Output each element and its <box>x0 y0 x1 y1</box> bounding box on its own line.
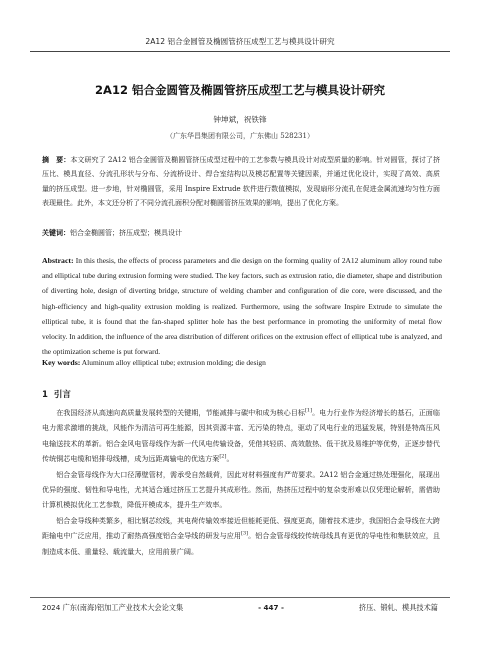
abstract-en-label: Abstract: <box>42 256 74 265</box>
citation-ref: [3] <box>241 530 249 537</box>
paper-title: 2A12 铝合金圆管及椭圆管挤压成型工艺与模具设计研究 <box>95 83 385 97</box>
paragraph-text: 铝合金导线种类繁多，相比钢芯绞线，其电荷传输效率接近但能耗更低、强度更高，随着技术进步，我国铝合金导线在大跨距输电中广泛应用，推动了耐热高强度铝合金导线的研发与应用 <box>42 515 440 541</box>
page-number: - 447 - <box>258 603 285 612</box>
section-heading <box>42 388 71 400</box>
paragraph-text: 在我国经济从高速向高质量发展转型的关键期，节能减排与碳中和成为核心目标 <box>56 408 305 417</box>
paragraph-text: 。电力行业作为经济增长的基石，正面临电力需求激增的挑战，风能作为清洁可再生能源，因其资源丰富、无污染的特点，驱动了风电行业的迅猛发展，特别是特高压风电输送技术的革新。铝合金风电管母线作为新一代风电传输设备，凭借其轻质、高效散热、低干扰及易维护等优势，正逐步替代传统铜芯电缆和铝排母线槽，成为远距离输电的优选方案 <box>42 408 441 464</box>
keywords-en-text: Aluminum alloy elliptical tube; extrusion molding; die design <box>81 358 266 367</box>
keywords-en-label: Key words: <box>42 358 81 367</box>
page-footer <box>42 603 438 613</box>
abstract-en-text: In this thesis, the effects of process parameters and die design on the forming quality of 2A12 aluminum alloy round tube and elliptical tube during extrusion forming were studied. The key factors, such as extrusion ratio, die diameter, shape and distribution of diverting hole, design of diverting bridge, structure of welding chamber and configuration of die core, were discussed, and the high-efficiency and high-quality extrusion molding is realized. Furthermore, using the software Inspire Extrude to simulate the elliptical tube, it is found that the fan-shaped splitter hole has the best performance in promoting the uniformity of metal flow velocity. In addition, the influence of the area distribution of different orifices on the extrusion effect of elliptical tube is analyzed, and the optimization scheme is put forward. <box>42 256 443 357</box>
citation-ref: [2] <box>219 453 227 460</box>
paragraph <box>42 513 440 559</box>
abstract-cn <box>42 153 440 210</box>
paragraph <box>42 467 440 513</box>
keywords-cn-text: 铝合金椭圆管；挤压成型；模具设计 <box>70 229 182 237</box>
paragraph-text: 。 <box>226 454 234 464</box>
abstract-en <box>42 253 442 359</box>
running-head: 2A12 铝合金圆管及椭圆管挤压成型工艺与模具设计研究 <box>145 37 335 46</box>
body-text <box>42 405 440 559</box>
keywords-cn-label: 关键词： <box>42 229 70 237</box>
paragraph-text: 。铝合金管母线较传统母线具有更优的导电性和集肤效应，且制造成本低、重量轻、载流量大，应用前景广阔。 <box>42 531 441 556</box>
footer-divider <box>30 597 450 598</box>
paragraph-text: 铝合金管母线作为大口径薄壁管材，需承受自然载荷，因此对材料强度有严苛要求。2A12 铝合金通过热处理强化，展现出优异的强度、韧性和导电性，尤其适合通过挤压工艺提升其成形性。然而，热挤压过程中的复杂变形难以仅凭理论解析，需借助计算机模拟优化工艺参数，降低开模成本，提升生产效率。 <box>42 469 440 510</box>
paragraph <box>42 405 440 467</box>
paper-affiliation: （广东华昌集团有限公司，广东佛山 528231） <box>166 132 314 140</box>
keywords-en <box>42 357 442 369</box>
citation-ref: [1] <box>304 407 313 414</box>
footer-section: 挤压、锻轧、模具技术篇 <box>358 603 438 612</box>
header-divider <box>30 51 450 52</box>
paper-authors: 钟坤斌，祝铁锋 <box>213 115 267 124</box>
keywords-cn <box>42 227 440 239</box>
section-title: 引言 <box>53 390 71 400</box>
section-number: 1 <box>42 390 48 400</box>
abstract-cn-label: 摘 要： <box>42 156 71 164</box>
abstract-cn-text: 本文研究了 2A12 铝合金圆管及椭圆管挤压成型过程中的工艺参数与模具设计对成型质量的影响。针对圆管，探讨了挤压比、模具直径、分流孔形状与分布、分流桥设计、焊合室结构以及模芯配置等关键因素，并通过优化设计，实现了高效、高质量的挤压成型。进一步地，针对椭圆管，采用 Inspire Extrude 软件进行数值模拟，发现扇形分流孔在促进金属流速均匀性方面表现最佳。此外，本文还分析了不同分流孔面积分配对椭圆管挤压效果的影响，提出了优化方案。 <box>42 156 440 207</box>
footer-proceedings: 2024 广东(南海)铝加工产业技术大会论文集 <box>42 603 184 612</box>
